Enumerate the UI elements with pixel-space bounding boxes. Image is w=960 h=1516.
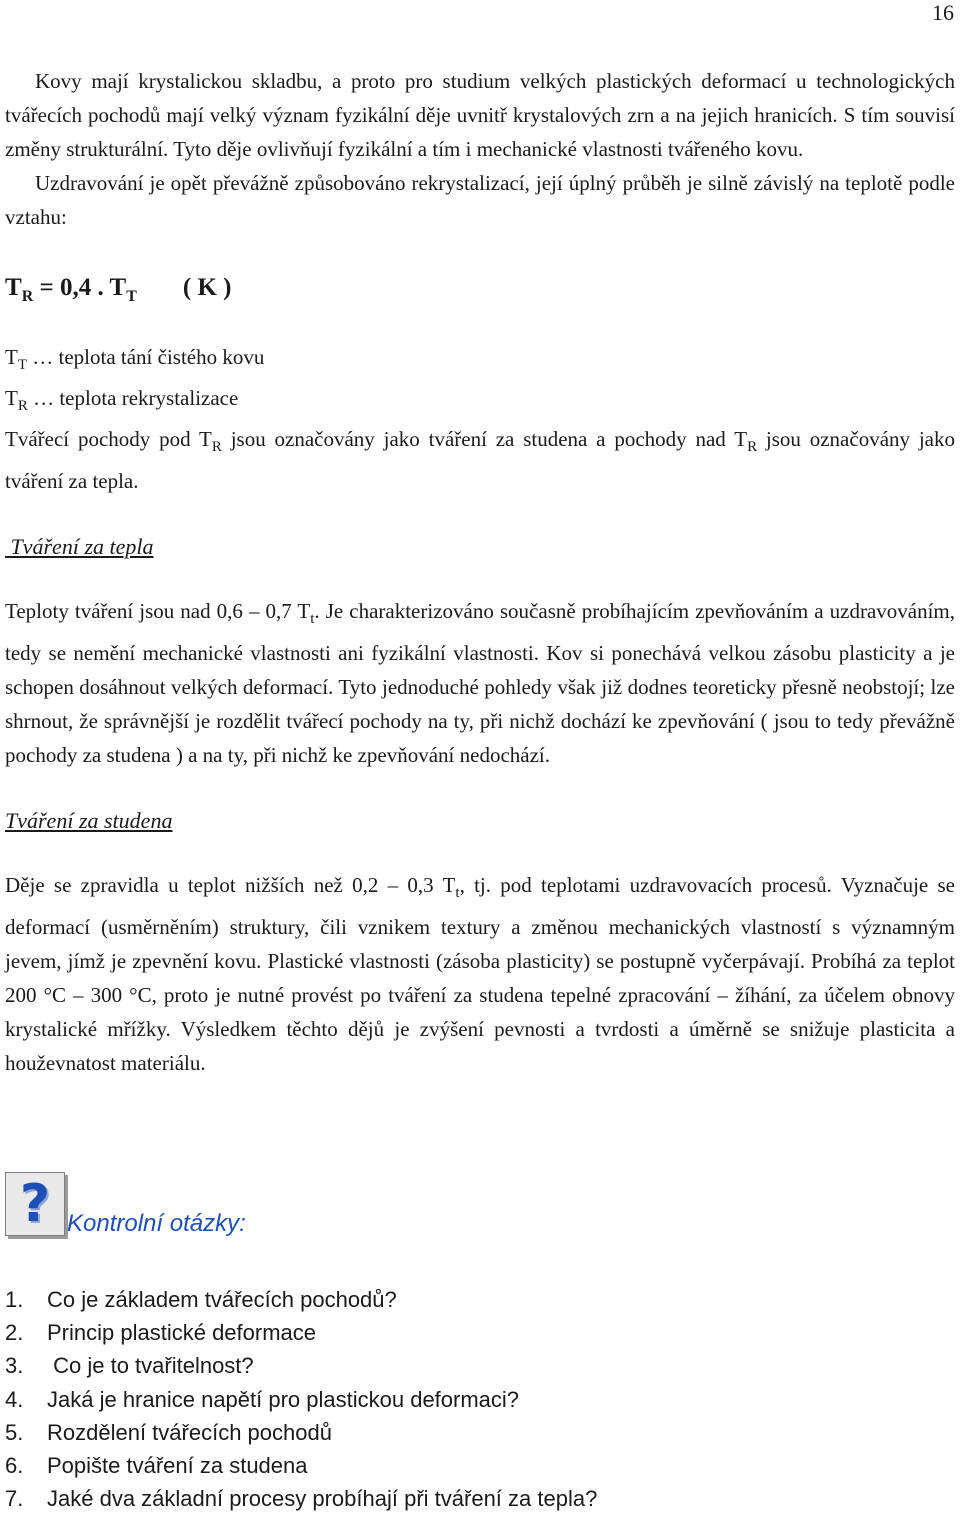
item-text: Princip plastické deformace	[47, 1320, 317, 1346]
rule-text: jsou označovány jako tváření za studena a pochody nad T	[221, 427, 748, 452]
text: Teploty tváření jsou nad 0,6 – 0,7 T	[5, 598, 311, 623]
definition-text: … teplota tání čistého kovu	[27, 345, 265, 369]
rule-sub: R	[747, 439, 758, 456]
list-item	[5, 1316, 597, 1349]
definition-melting-temp	[5, 341, 955, 382]
item-number: 2.	[5, 1320, 24, 1346]
symbol-sub: T	[17, 357, 27, 374]
item-text: Rozdělení tvářecích pochodů	[47, 1419, 332, 1445]
rule-text: jsou označovány jako tváření za tepla.	[5, 427, 955, 493]
questions-list	[5, 1283, 597, 1515]
item-number: 7.	[5, 1486, 24, 1512]
question-mark-icon	[5, 1172, 65, 1236]
heading-cold-forming: Tváření za studena	[5, 807, 173, 833]
text-sub: t	[455, 884, 460, 901]
symbol-sub: R	[17, 398, 28, 415]
definition-recrystallization-temp	[5, 382, 955, 423]
item-number: 5.	[5, 1419, 24, 1445]
paragraph-cold-forming	[5, 868, 955, 1080]
formula-rhs-sub: T	[126, 288, 137, 305]
definition-text: … teplota rekrystalizace	[27, 386, 239, 411]
list-item	[5, 1349, 597, 1382]
document-body	[5, 64, 955, 1080]
definitions	[5, 341, 955, 498]
page-number: 16	[932, 0, 954, 25]
item-number: 3.	[5, 1353, 24, 1379]
item-text: Popište tváření za studena	[47, 1453, 308, 1479]
rule-text: Tvářecí pochody pod T	[5, 427, 212, 452]
item-number: 1.	[5, 1287, 24, 1312]
question-mark-glyph: ?	[19, 1174, 51, 1234]
text-sub: t	[310, 610, 315, 627]
formula-middle: = 0,4 . T	[33, 274, 127, 301]
heading-hot-forming	[5, 530, 955, 564]
formula-lhs: T	[5, 274, 22, 301]
formula-unit: ( K )	[182, 274, 232, 301]
list-item	[5, 1283, 597, 1316]
item-text: Co je to tvařitelnost?	[47, 1353, 254, 1379]
heading-text: Tváření za tepla	[10, 533, 154, 559]
paragraph-hot-forming	[5, 594, 955, 772]
item-text: Co je základem tvářecích pochodů?	[47, 1287, 397, 1312]
item-text: Jaká je hranice napětí pro plastickou deformaci?	[47, 1386, 520, 1412]
item-number: 6.	[5, 1453, 24, 1479]
item-text: Jaké dva základní procesy probíhají při tváření za tepla?	[47, 1486, 598, 1512]
paragraph-crystal-structure: Kovy mají krystalickou skladbu, a proto pro studium velkých plastických deformací u technologických tvářecích pochodů mají velký význam fyzikální děje uvnitř krystalových zrn a na jejich hranicích. S tím souvisí změny strukturální. Tyto děje ovlivňují fyzikální a tím i mechanické vlastnosti tvářeného kovu.	[5, 69, 955, 161]
list-item	[5, 1482, 597, 1515]
formula-lhs-sub: R	[21, 288, 34, 305]
questions-title: Kontrolní otázky:	[67, 1210, 246, 1237]
item-number: 4.	[5, 1386, 24, 1412]
symbol: T	[5, 345, 18, 369]
text: , tj. pod teplotami uzdravovacích procesů. Vyznačuje se deformací (usměrněním) struktury, čili vznikem textury a změnou mechanických vlastností s významným jevem, jímž je zpevnění kovu. Plastické vlastnosti (zásoba plasticity) se postupně vyčerpávají. Probíhá za teplot 200 °C – 300 °C, proto je nutné provést po tváření za studena tepelné zpracování – žíhání, za účelem obnovy krystalické mřížky. Výsledkem těchto dějů je zvýšení pevnosti a tvrdosti a úměrně se snižuje plasticita a houževnatost materiálu.	[5, 872, 956, 1075]
list-item	[5, 1416, 597, 1449]
questions-header	[5, 1172, 405, 1240]
paragraph-recovery: Uzdravování je opět převážně způsobováno rekrystalizací, její úplný průběh je silně závislý na teplotě podle vztahu:	[5, 171, 955, 229]
paragraph-forming-rule	[5, 423, 955, 497]
text: Děje se zpravidla u teplot nižších než 0,2 – 0,3 T	[5, 872, 456, 897]
list-item	[5, 1449, 597, 1482]
text: . Je charakterizováno současně probíhajícím zpevňováním a uzdravováním, tedy se nemění mechanické vlastnosti ani fyzikální vlastnosti. Kov si ponechává velkou zásobu plasticity a je schopen dosáhnout velkých deformací. Tyto jednoduché pohledy však již dodnes teoreticky přesně neobstojí; lze shrnout, že správnější je rozdělit tvářecí pochody na ty, při nichž dochází ke zpevňování ( jsou to tedy převážně pochody za studena ) a na ty, při nichž ke zpevňování nedochází.	[5, 598, 955, 767]
symbol: T	[5, 386, 18, 411]
list-item	[5, 1383, 597, 1416]
rule-sub: R	[211, 439, 222, 456]
recrystallization-formula	[5, 268, 955, 317]
